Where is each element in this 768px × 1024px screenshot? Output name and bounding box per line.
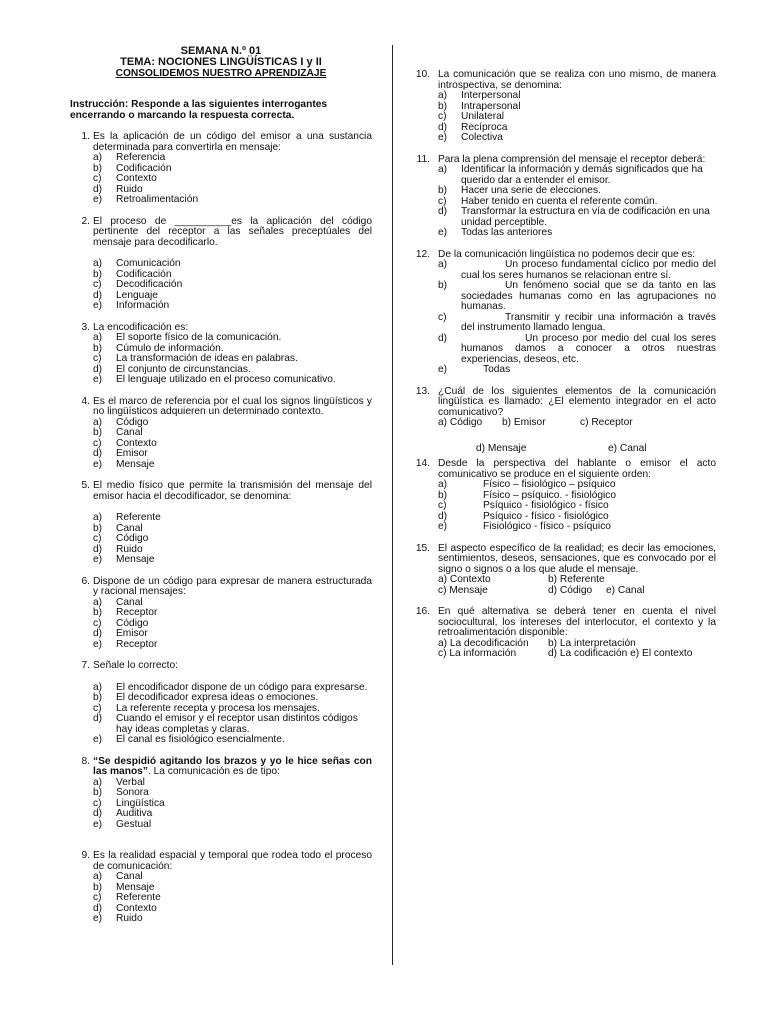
option-item[interactable] bbox=[438, 165, 716, 186]
option-item[interactable] bbox=[93, 354, 372, 365]
option-item[interactable] bbox=[438, 334, 716, 366]
option-letter: b) bbox=[93, 692, 103, 703]
option-item[interactable] bbox=[438, 313, 716, 334]
question-number: 7. bbox=[81, 660, 90, 671]
option-letter: c) bbox=[93, 797, 102, 809]
option-e: e) El contexto bbox=[630, 648, 693, 659]
option-item[interactable] bbox=[93, 280, 372, 291]
question-text: De la comunicación lingüística no podemos decir que es: bbox=[438, 248, 696, 260]
option-letter: e) bbox=[93, 734, 103, 745]
options-list bbox=[438, 91, 716, 144]
option-item[interactable] bbox=[93, 914, 372, 925]
option-item[interactable] bbox=[93, 714, 372, 735]
option-text: Un proceso fundamental cíclico por medio del cual los seres humanos se relacionan entre sí. bbox=[461, 259, 716, 281]
option-text: Referente bbox=[116, 512, 161, 523]
option-text: Codificación bbox=[116, 162, 172, 174]
option-letter: b) bbox=[438, 100, 448, 112]
option-text: Físico – fisiológico – psíquico bbox=[483, 479, 616, 490]
question-number: 15. bbox=[415, 542, 430, 554]
option-text: Codificación bbox=[116, 268, 172, 280]
option-b: b) Emisor bbox=[502, 417, 546, 428]
option-item[interactable] bbox=[93, 735, 372, 746]
option-letter: e) bbox=[93, 374, 103, 385]
option-letter: c) bbox=[93, 617, 102, 629]
option-item[interactable] bbox=[93, 513, 372, 524]
option-text: Retroalimentación bbox=[116, 194, 199, 205]
option-c: c) La información bbox=[438, 648, 517, 659]
option-letter: a) bbox=[438, 479, 448, 490]
option-item[interactable] bbox=[438, 91, 716, 102]
option-letter: e) bbox=[438, 364, 448, 375]
option-letter: a) bbox=[93, 416, 103, 428]
question-4 bbox=[70, 397, 372, 471]
option-item[interactable] bbox=[93, 872, 372, 883]
option-text: El lenguaje utilizado en el proceso comunicativo. bbox=[116, 374, 336, 385]
option-letter: d) bbox=[93, 448, 103, 459]
option-letter: e) bbox=[438, 132, 448, 143]
option-text: Un proceso por medio del cual los seres humanos damos a conocer a otros nuestras experiencias, deseos, etc. bbox=[461, 332, 716, 365]
question-text: En qué alternativa se deberá tener en cuenta el nivel sociocultural, los intereses del interlocutor, el contexto y la retroalimentación disponible: bbox=[438, 606, 716, 638]
option-text: Lingüística bbox=[116, 797, 165, 809]
question-text: Para la plena comprensión del mensaje el receptor deberá: bbox=[438, 153, 706, 165]
option-a: a) Contexto bbox=[438, 574, 491, 585]
option-item[interactable] bbox=[438, 133, 716, 144]
option-d: d) La codificación bbox=[548, 648, 628, 659]
option-item[interactable] bbox=[93, 788, 372, 799]
option-item[interactable] bbox=[93, 693, 372, 704]
option-letter: d) bbox=[438, 121, 448, 133]
option-text: La transformación de ideas en palabras. bbox=[116, 353, 298, 364]
option-letter: a) bbox=[93, 681, 103, 693]
option-letter: d) bbox=[93, 713, 103, 724]
option-letter: c) bbox=[93, 353, 102, 364]
option-text: Contexto bbox=[116, 173, 157, 184]
question-text: Desde la perspectiva del hablante o emisor el acto comunicativo se produce en el siguiente orden: bbox=[438, 458, 716, 480]
option-item[interactable] bbox=[93, 640, 372, 651]
option-text: Sonora bbox=[116, 787, 149, 798]
option-a: a) Código bbox=[438, 417, 483, 428]
option-letter: c) bbox=[438, 111, 447, 122]
question-text: Señale lo correcto: bbox=[93, 660, 178, 671]
option-letter: b) bbox=[93, 342, 103, 354]
week-title: SEMANA N.º 01 bbox=[180, 45, 262, 57]
option-text: Comunicación bbox=[116, 258, 181, 269]
option-text: Canal bbox=[116, 871, 143, 882]
option-letter: c) bbox=[93, 533, 102, 544]
option-item[interactable] bbox=[438, 112, 716, 123]
question-text: ¿Cuál de los siguientes elementos de la comunicación lingüística es llamado: ¿El elemento integrador en el acto comunicativo? bbox=[438, 385, 716, 418]
option-item[interactable] bbox=[93, 555, 372, 566]
option-item[interactable] bbox=[93, 460, 372, 471]
question-6 bbox=[70, 577, 372, 651]
options-list bbox=[438, 260, 716, 376]
option-letter: a) bbox=[438, 259, 448, 270]
option-text: Verbal bbox=[116, 776, 145, 788]
instruction bbox=[70, 100, 372, 121]
question-text: Es la realidad espacial y temporal que rodea todo el proceso de comunicación: bbox=[93, 850, 372, 872]
option-letter: e) bbox=[93, 300, 103, 311]
option-text: Gestual bbox=[116, 818, 152, 830]
option-text: Receptor bbox=[116, 607, 158, 618]
option-item[interactable] bbox=[93, 893, 372, 904]
option-item[interactable] bbox=[93, 259, 372, 270]
option-item[interactable] bbox=[438, 480, 716, 491]
option-b: b) Referente bbox=[548, 574, 605, 585]
option-text: Psíquico - físico - fisiológico bbox=[483, 510, 609, 522]
option-letter: b) bbox=[93, 787, 103, 798]
options-row bbox=[438, 586, 716, 597]
question-text: La comunicación que se realiza con uno mismo, de manera introspectiva, se denomina: bbox=[438, 69, 716, 91]
option-b: b) La interpretación bbox=[548, 637, 636, 649]
option-text: Mensaje bbox=[116, 458, 155, 470]
options-row bbox=[438, 649, 716, 660]
option-letter: e) bbox=[438, 227, 448, 238]
option-text: Auditiva bbox=[116, 808, 153, 819]
option-item[interactable] bbox=[438, 365, 716, 376]
option-item[interactable] bbox=[93, 333, 372, 344]
question-text: El proceso de __________es la aplicación del código pertinente del receptor a las señales preceptúales del mensaje para decodificarlo. bbox=[93, 215, 372, 248]
question-5 bbox=[70, 481, 372, 566]
question-10 bbox=[414, 70, 716, 144]
question-15 bbox=[414, 544, 716, 597]
option-letter: a) bbox=[93, 776, 103, 788]
option-letter: d) bbox=[93, 183, 103, 195]
option-text: Fisiológico - físico - psíquico bbox=[483, 521, 611, 532]
question-8 bbox=[70, 757, 372, 831]
option-letter: a) bbox=[93, 152, 103, 163]
option-text: Ruido bbox=[116, 183, 143, 195]
option-text: Todas las anteriores bbox=[461, 227, 553, 238]
question-number: 13. bbox=[415, 385, 430, 397]
question-9 bbox=[70, 851, 372, 925]
option-letter: b) bbox=[438, 185, 448, 196]
options-list bbox=[438, 480, 716, 533]
option-letter: d) bbox=[93, 902, 103, 914]
option-letter: e) bbox=[438, 521, 448, 532]
option-letter: d) bbox=[93, 543, 103, 555]
section-title: CONSOLIDEMOS NUESTRO APRENDIZAJE bbox=[115, 68, 327, 79]
instruction-text: Responde a las siguientes interrogantes encerrando o marcando la respuesta correcta. bbox=[70, 99, 328, 121]
option-letter: c) bbox=[93, 892, 102, 903]
option-item[interactable] bbox=[93, 195, 372, 206]
option-text: Todas bbox=[483, 364, 511, 375]
option-text: Haber tenido en cuenta el referente común. bbox=[461, 195, 658, 207]
option-text: Ruido bbox=[116, 543, 143, 555]
option-letter: d) bbox=[438, 510, 448, 522]
option-e: e) Canal bbox=[606, 584, 645, 596]
option-text: Colectiva bbox=[461, 132, 503, 143]
options-list bbox=[93, 333, 372, 386]
option-c: c) Receptor bbox=[580, 417, 633, 428]
question-number: 10. bbox=[415, 69, 430, 80]
option-text: Canal bbox=[116, 596, 143, 608]
option-letter: e) bbox=[93, 554, 103, 565]
option-text: Decodificación bbox=[116, 279, 183, 290]
option-item[interactable] bbox=[93, 174, 372, 185]
question-number: 8. bbox=[81, 755, 90, 767]
option-letter: a) bbox=[438, 164, 448, 175]
option-item[interactable] bbox=[93, 375, 372, 386]
option-letter: e) bbox=[93, 458, 103, 470]
option-item[interactable] bbox=[93, 301, 372, 312]
option-letter: c) bbox=[93, 173, 102, 184]
option-text: Recíproca bbox=[461, 121, 508, 133]
option-text: El encodificador dispone de un código para expresarse. bbox=[116, 681, 368, 693]
option-letter: b) bbox=[93, 268, 103, 280]
option-text: Canal bbox=[116, 522, 143, 534]
option-letter: e) bbox=[93, 638, 103, 650]
options-row bbox=[438, 575, 716, 586]
option-letter: c) bbox=[438, 500, 447, 511]
question-text: La encodificación es: bbox=[93, 321, 189, 333]
option-item[interactable] bbox=[93, 534, 372, 545]
options-list bbox=[93, 418, 372, 471]
option-letter: b) bbox=[438, 489, 448, 501]
question-12 bbox=[414, 250, 716, 376]
option-item[interactable] bbox=[93, 428, 372, 439]
question-number: 2. bbox=[81, 215, 90, 227]
option-letter: d) bbox=[438, 332, 448, 344]
options-list bbox=[93, 683, 372, 746]
option-text: Cúmulo de información. bbox=[116, 342, 224, 354]
option-letter: d) bbox=[93, 628, 103, 639]
option-text: Código bbox=[116, 533, 149, 544]
question-number: 16. bbox=[415, 606, 430, 617]
question-7 bbox=[70, 661, 372, 746]
option-letter: c) bbox=[438, 311, 447, 323]
option-text: Lenguaje bbox=[116, 289, 158, 301]
option-letter: c) bbox=[93, 279, 102, 290]
question-number: 11. bbox=[416, 153, 430, 165]
option-text: Ruido bbox=[116, 913, 143, 924]
option-text: Mensaje bbox=[116, 554, 155, 565]
question-text: El aspecto específico de la realidad; es decir las emociones, sentimientos, deseos, sensaciones, que es convocado por el signo o signos o a los que alude el mensaje. bbox=[438, 542, 716, 575]
options-list bbox=[93, 778, 372, 831]
option-c: c) Mensaje bbox=[438, 584, 488, 596]
question-number: 12. bbox=[415, 248, 430, 260]
option-letter: e) bbox=[93, 818, 103, 830]
right-column bbox=[414, 0, 716, 660]
column-divider bbox=[392, 45, 393, 965]
question-number: 1. bbox=[81, 131, 90, 142]
question-11 bbox=[414, 155, 716, 239]
option-item[interactable] bbox=[93, 449, 372, 460]
question-number: 3. bbox=[81, 321, 90, 333]
option-item[interactable] bbox=[93, 629, 372, 640]
option-item[interactable] bbox=[438, 260, 716, 281]
option-text: Información bbox=[116, 300, 170, 311]
option-letter: d) bbox=[93, 363, 103, 375]
option-item[interactable] bbox=[438, 228, 716, 239]
option-text: Transmitir y recibir una información a través del instrumento llamado lengua. bbox=[461, 311, 716, 333]
option-item[interactable] bbox=[93, 153, 372, 164]
option-item[interactable] bbox=[438, 501, 716, 512]
option-item[interactable] bbox=[438, 207, 716, 228]
option-letter: a) bbox=[93, 871, 103, 882]
option-text: El canal es fisiológico esencialmente. bbox=[116, 734, 285, 745]
question-tail: . La comunicación es de tipo: bbox=[147, 766, 280, 777]
options-list bbox=[93, 513, 372, 566]
option-letter: d) bbox=[93, 808, 103, 819]
option-letter: a) bbox=[93, 596, 103, 608]
option-e: e) Canal bbox=[608, 442, 647, 454]
question-2 bbox=[70, 217, 372, 312]
option-letter: b) bbox=[93, 162, 103, 174]
options-row bbox=[438, 418, 716, 429]
option-letter: c) bbox=[438, 195, 447, 207]
option-item[interactable] bbox=[438, 522, 716, 533]
option-text: La referente recepta y procesa los mensajes. bbox=[116, 702, 320, 714]
option-text: Hacer una serie de elecciones. bbox=[461, 185, 601, 196]
options-list bbox=[93, 872, 372, 925]
option-d: d) Código bbox=[548, 584, 593, 596]
question-16 bbox=[414, 607, 716, 660]
option-text: El soporte físico de la comunicación. bbox=[116, 332, 282, 343]
question-number: 5. bbox=[81, 480, 90, 491]
question-number: 14. bbox=[415, 458, 430, 469]
options-list bbox=[93, 259, 372, 312]
option-text: Identificar la información y demás significados que ha querido dar a entender el emisor. bbox=[461, 164, 703, 186]
option-text: El decodificador expresa ideas o emociones. bbox=[116, 692, 319, 703]
question-number: 4. bbox=[81, 395, 90, 407]
option-item[interactable] bbox=[93, 608, 372, 619]
option-letter: b) bbox=[93, 881, 103, 893]
option-text: Referencia bbox=[116, 152, 166, 163]
option-a: a) La decodificación bbox=[438, 637, 529, 649]
option-letter: a) bbox=[93, 332, 103, 343]
left-column bbox=[70, 0, 372, 925]
option-text: Referente bbox=[116, 892, 161, 903]
option-text: Receptor bbox=[116, 638, 158, 650]
option-letter: b) bbox=[438, 280, 448, 291]
option-text: Unilateral bbox=[461, 111, 505, 122]
option-text: Canal bbox=[116, 427, 143, 438]
option-letter: a) bbox=[93, 258, 103, 269]
question-text: El medio físico que permite la transmisión del mensaje del emisor hacia el decodificador, se denomina: bbox=[93, 480, 372, 502]
option-item[interactable] bbox=[93, 820, 372, 831]
option-text: Emisor bbox=[116, 628, 148, 639]
option-text: Contexto bbox=[116, 437, 157, 449]
option-letter: a) bbox=[93, 512, 103, 523]
option-item[interactable] bbox=[438, 281, 716, 313]
option-letter: c) bbox=[93, 437, 102, 449]
option-text: Mensaje bbox=[116, 881, 155, 893]
question-text: Es el marco de referencia por el cual los signos lingüísticos y no lingüísticos adquieren un determinado contexto. bbox=[93, 395, 372, 417]
option-letter: e) bbox=[93, 913, 103, 924]
option-text: Un fenómeno social que se da tanto en las sociedades humanas como en las agrupaciones no humanas. bbox=[461, 280, 716, 312]
option-letter: b) bbox=[93, 427, 103, 438]
question-number: 6. bbox=[81, 575, 90, 587]
question-quote: “Se despidió agitando los brazos y yo le hice señas con las manos” bbox=[93, 755, 372, 777]
option-letter: e) bbox=[93, 194, 103, 205]
option-letter: a) bbox=[438, 90, 448, 101]
question-3 bbox=[70, 323, 372, 386]
option-item[interactable] bbox=[438, 186, 716, 197]
option-item[interactable] bbox=[93, 809, 372, 820]
options-row bbox=[438, 444, 716, 455]
topic-title: TEMA: NOCIONES LINGÜÍSTICAS I y II bbox=[120, 56, 322, 68]
options-list bbox=[438, 165, 716, 239]
option-d: d) Mensaje bbox=[476, 442, 527, 454]
question-text bbox=[93, 757, 372, 778]
option-letter: b) bbox=[93, 522, 103, 534]
question-text: Es la aplicación de un código del emisor a una sustancia determinada para convertirla en mensaje: bbox=[93, 131, 372, 153]
option-letter: b) bbox=[93, 607, 103, 618]
option-text: Intrapersonal bbox=[461, 100, 521, 112]
option-text: Contexto bbox=[116, 902, 157, 914]
question-number: 9. bbox=[81, 850, 90, 861]
question-13 bbox=[414, 387, 716, 455]
options-list bbox=[93, 153, 372, 206]
option-text: Transformar la estructura en vía de codificación en una unidad perceptible. bbox=[461, 206, 710, 228]
option-text: Cuando el emisor y el receptor usan distintos códigos hay ideas completas y claras. bbox=[116, 713, 358, 735]
question-14 bbox=[414, 459, 716, 533]
option-text: Código bbox=[116, 617, 149, 629]
option-text: Psíquico - fisiológico - físico bbox=[483, 500, 609, 511]
option-text: Emisor bbox=[116, 448, 148, 459]
option-text: El conjunto de circunstancias. bbox=[116, 363, 251, 375]
question-text: Dispone de un código para expresar de manera estructurada y racional mensajes: bbox=[93, 575, 372, 597]
option-letter: d) bbox=[93, 289, 103, 301]
option-text: Interpersonal bbox=[461, 90, 521, 101]
option-letter: d) bbox=[438, 206, 448, 217]
option-letter: c) bbox=[93, 702, 102, 714]
options-list bbox=[93, 598, 372, 651]
instruction-label: Instrucción: bbox=[70, 99, 129, 110]
option-text: Físico – psíquico. - fisiológico bbox=[483, 489, 617, 501]
question-1 bbox=[70, 132, 372, 206]
option-text: Código bbox=[116, 416, 149, 428]
